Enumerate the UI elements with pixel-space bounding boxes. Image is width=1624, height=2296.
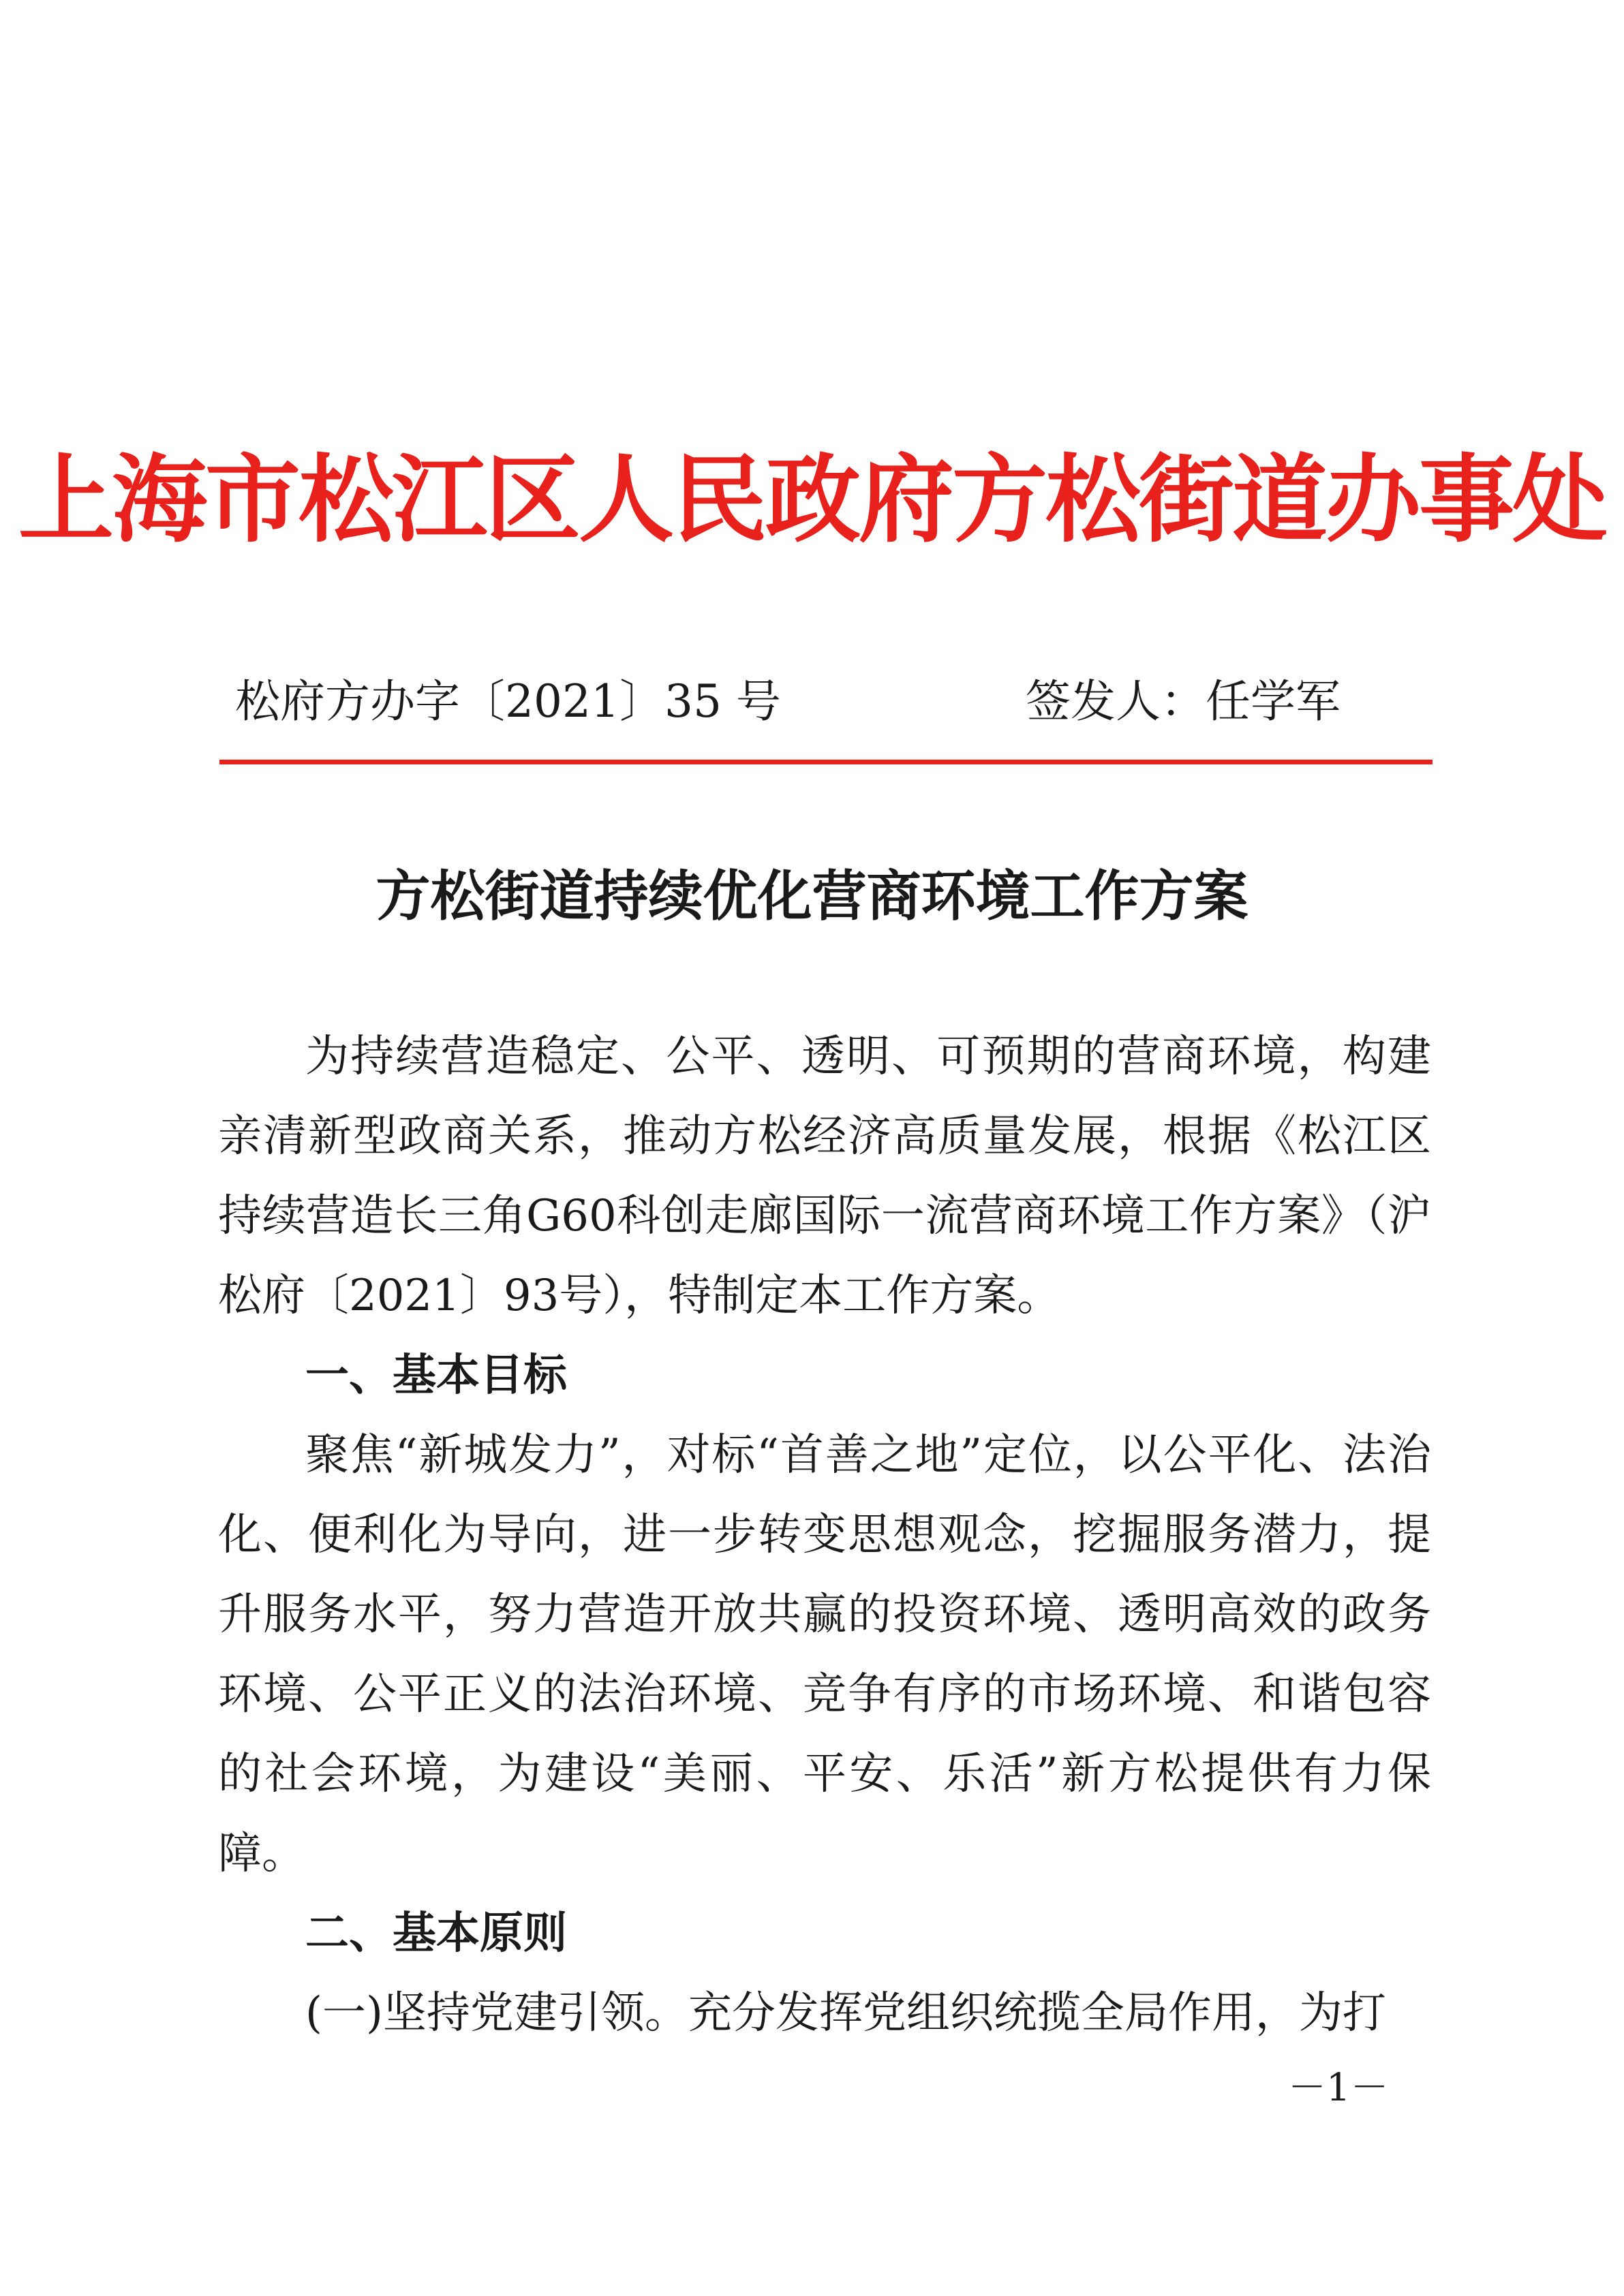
- section-heading-principles: 二、基本原则: [305, 1908, 567, 1959]
- signer: 签发人：任学军: [1026, 675, 1340, 728]
- document-title: 方松街道持续优化营商环境工作方案: [376, 864, 1248, 928]
- issuing-authority-masthead: 上海市松江区人民政府方松街道办事处: [18, 445, 1606, 556]
- document-body: [218, 1017, 1431, 2053]
- intro-paragraph: 为持续营造稳定、公平、透明、可预期的营商环境，构建亲清新型政商关系，推动方松经济高质量发展，根据《松江区持续营造长三角G60科创走廊国际一流营商环境工作方案》（沪松府〔2021〕93号），特制定本工作方案。: [218, 1031, 1431, 1321]
- section-heading-goals: 一、基本目标: [305, 1350, 567, 1401]
- goals-paragraph: 聚焦“新城发力”，对标“首善之地”定位，以公平化、法治化、便利化为导向，进一步转变思想观念，挖掘服务潜力，提升服务水平，努力营造开放共赢的投资环境、透明高效的政务环境、公平正义的法治环境、竞争有序的市场环境、和谐包容的社会环境，为建设“美丽、平安、乐活”新方松提供有力保障。: [218, 1430, 1431, 1879]
- document-number: 松府方办字〔2021〕35 号: [235, 675, 781, 728]
- page-number: －1－: [1288, 2066, 1389, 2110]
- principle-item-1: (一)坚持党建引领。充分发挥党组织统揽全局作用，为打: [305, 1988, 1386, 2038]
- red-separator-line: [219, 760, 1433, 764]
